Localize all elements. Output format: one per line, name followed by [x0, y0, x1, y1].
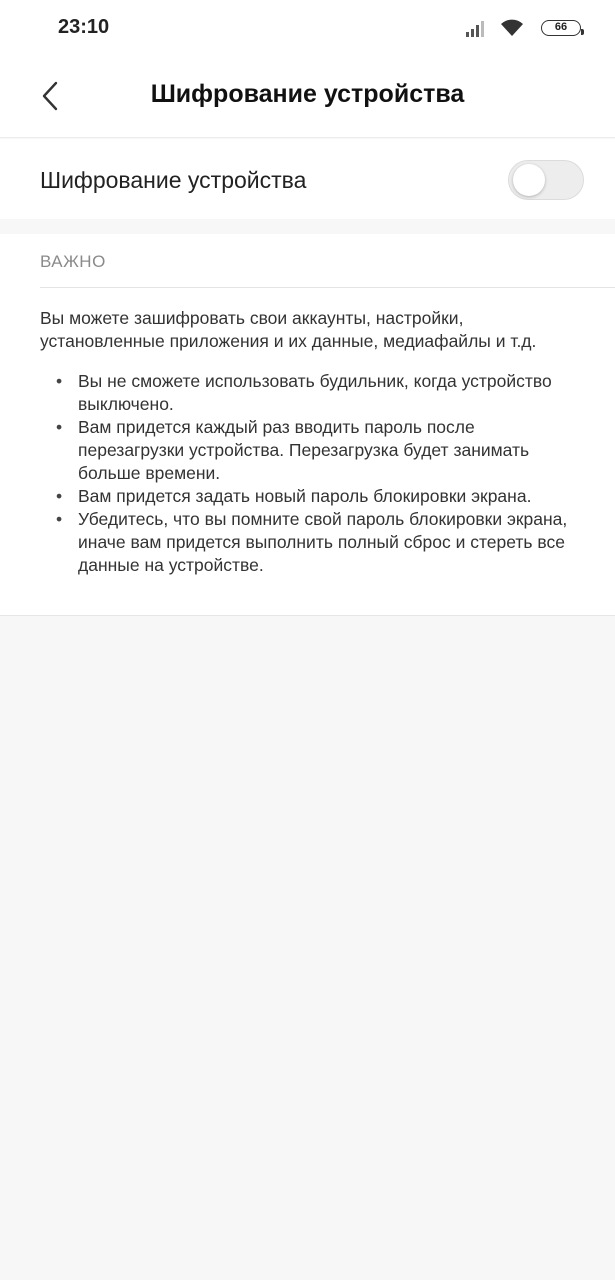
- encryption-toggle-label: Шифрование устройства: [40, 167, 307, 193]
- list-item: [40, 370, 575, 416]
- battery-level: 66: [554, 21, 568, 33]
- signal-icon: [465, 19, 487, 37]
- battery-tip: [581, 29, 584, 35]
- list-item-text: Убедитесь, что вы помните свой пароль блокировки экрана, иначе вам придется выполнить полный сброс и стереть все данные на устройстве.: [78, 509, 568, 575]
- important-info-card: [0, 234, 615, 616]
- list-item: [40, 508, 575, 577]
- section-divider: [40, 287, 615, 288]
- status-time: 23:10: [58, 16, 110, 38]
- encryption-toggle-switch[interactable]: [508, 160, 584, 200]
- list-item: [40, 485, 575, 508]
- bullet-icon: •: [56, 417, 63, 437]
- bullet-icon: •: [56, 371, 63, 391]
- toggle-knob: [513, 164, 545, 196]
- list-item-text: Вам придется каждый раз вводить пароль после перезагрузки устройства. Перезагрузка будет занимать больше времени.: [78, 417, 530, 483]
- bullet-icon: •: [56, 509, 63, 529]
- status-bar: [0, 0, 615, 56]
- warning-list: [40, 370, 575, 577]
- list-item-text: Вы не сможете использовать будильник, когда устройство выключено.: [78, 371, 552, 414]
- intro-text: Вы можете зашифровать свои аккаунты, настройки, установленные приложения и их данные, медиафайлы и т.д.: [40, 308, 537, 351]
- status-icons: [451, 17, 581, 39]
- bullet-icon: •: [56, 486, 63, 506]
- app-header: [0, 56, 615, 138]
- list-item: [40, 416, 575, 485]
- battery-icon: [541, 20, 581, 36]
- wifi-icon: [499, 17, 525, 37]
- section-header-important: ВАЖНО: [40, 252, 106, 271]
- encryption-toggle-row[interactable]: [0, 139, 615, 219]
- list-item-text: Вам придется задать новый пароль блокировки экрана.: [78, 486, 532, 506]
- page-title: Шифрование устройства: [150, 80, 465, 108]
